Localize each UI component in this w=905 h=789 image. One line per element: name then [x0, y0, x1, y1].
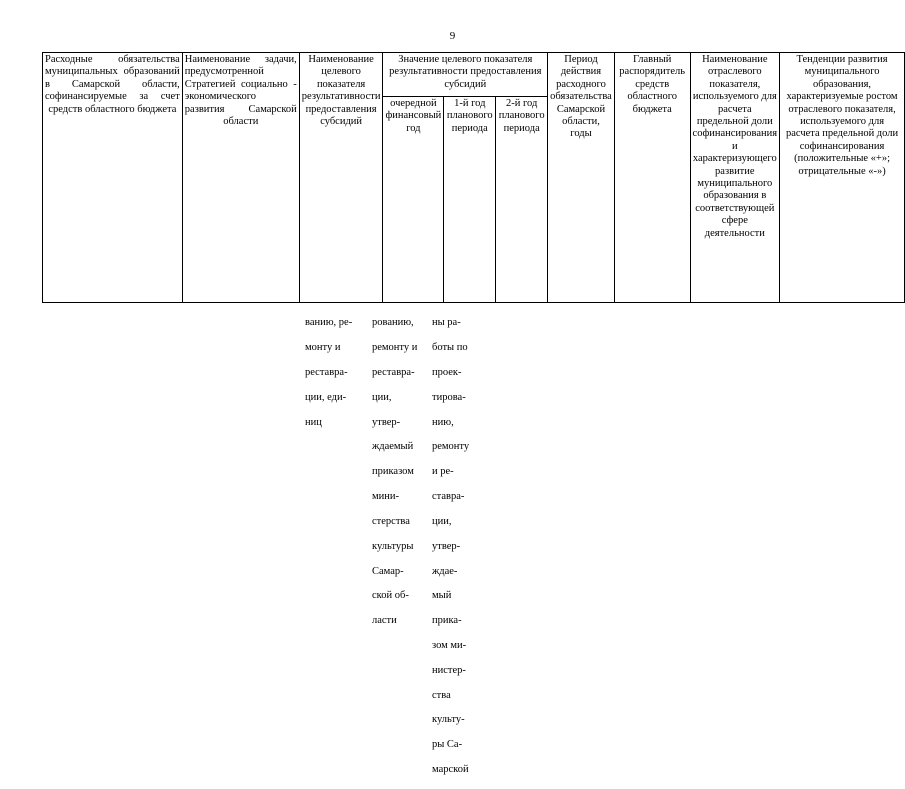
header-plan-year-1: 1-й год планового периода	[444, 97, 496, 303]
text-fragment-b: рованию, ремонту и реставра- ции, утвер- ждаемый приказом мини- стерства культуры Самар- ской об- ласти	[372, 317, 418, 627]
header-trends: Тенденции развития муниципального образования, характеризуемые ростом отраслевого показателя, используемого для расчета предельной доли софинансирования (положительные «+»; отрицательные «-»)	[780, 53, 905, 303]
header-table	[42, 52, 905, 303]
header-plan-year-2: 2-й год планового периода	[496, 97, 548, 303]
text-fragment-a: ванию, ре- монту и реставра- ции, еди- ниц	[305, 317, 353, 428]
header-current-year: очередной финансовый год	[383, 97, 444, 303]
header-indicator-values: Значение целевого показателя результативности предоставления субсидий	[383, 53, 548, 97]
header-task: Наименование задачи, предусмотренной Стратегией социально - экономического развития Самарской области	[182, 53, 299, 303]
header-sector-indicator: Наименование отраслевого показателя, используемого для расчета предельной доли софинансирования и характеризующего развитие муниципального образования в соответствующей сфере деятельности	[690, 53, 780, 303]
header-main-manager: Главный распорядитель средств областного бюджета	[614, 53, 690, 303]
page-number: 9	[449, 30, 456, 42]
text-fragment-c: ны ра- боты по проек- тирова- нию, ремонту и ре- ставра- ции, утвер- ждае- мый прика- зом ми- нистер- ства культу- ры Са- марской	[432, 317, 470, 776]
header-indicator-name: Наименование целевого показателя результативности предоставления субсидий	[299, 53, 383, 303]
header-period: Период действия расходного обязательства Самарской области, годы	[548, 53, 615, 303]
header-obligations: Расходные обязательства муниципальных образований в Самарской области, софинансируемые за счет средств областного бюджета	[43, 53, 183, 303]
